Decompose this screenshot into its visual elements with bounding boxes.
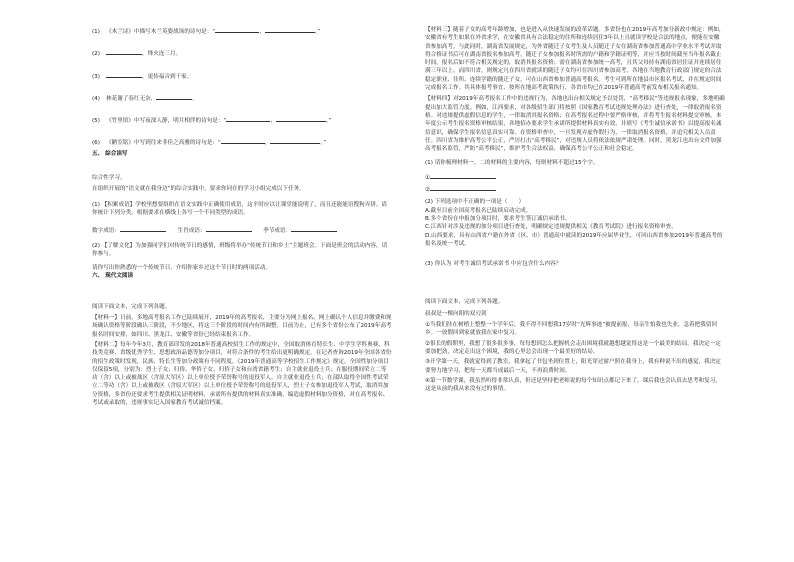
story-title: 叔叔是一棵向阳的双刃剑 <box>425 310 487 317</box>
open-quote: “ <box>217 140 221 146</box>
answer-blank[interactable] <box>106 48 142 55</box>
open-quote: “ <box>223 118 227 124</box>
material-4: 【材料四】对2019年高考报名工作中的违规行为，各地也出台相关规定予以处罚，“高考移民”等违规报名现象，多地明确提出加大监管力度。例如，江西要求，对各级招生部门将按照《国家教育考试违规处理办法》进行查处，一律取消报名资格。对违规提供虚假信息的学生，一律取消其报名资格；在高考报名过程中要严格审核，并将考生报名材料提交审核。本年度公示考生报名资格审核结果，各地招办要求学生承诺所提供材料真实有效，并填写《考生诚信承诺书》以提高报名诚信意识，确保学生报名信息真实可靠。在资格审查中，一旦发现弄虚作假行为，一律取消报名资格，并追究相关人员责任。四川省为维护高考公平公正，严厉打击“高考移民”，对违规人员将依法依规严肃处理。同时，黑龙江也出台文件加强高考报名监管，严防“高考移民”，维护考生合法权益，确保高考公平公正和社会稳定。 <box>425 96 725 153</box>
blank-number-idiom[interactable] <box>120 225 166 232</box>
fill-question-text: 《竹里馆》中写夜深人静，明月相伴的诗句是： <box>106 118 224 124</box>
answer-blank[interactable] <box>270 137 320 144</box>
left-column <box>92 26 392 407</box>
fill-question-number: (3) <box>92 73 100 79</box>
fill-question <box>92 137 392 145</box>
blank-season-idiom[interactable] <box>291 225 337 232</box>
field-number-idiom: 数字成语： <box>92 228 120 234</box>
field-zodiac-idiom: 生肖成语： <box>177 228 206 234</box>
close-quote: 。” <box>314 29 321 35</box>
material-3: 【材料三】随着子女的高考年龄增加，也是进入从快速发展的改革话题。多省份也在2019年高考加分新政中规定：例如，安徽省有考生如果在外省求学，在安徽省具有合法稳定的住所和连续居住3年以上且就读学校是合法的地点，便能在安徽省参加高考。与此同时，湖南省发展规定，为外省随迁子女考生及人员随迁子女在湖南省参加普通高中学业水平考试并取得合格证书后可在湖南省报名参加高考，随迁子女参加报名时所需的户籍和学籍证明等，并应当按时间截至当年报名截止时间。报名后如不符合相关规定的，取消其报名资格；需在湖南省参加统一高考，且其父母持有湖南省居住证并连续居住满三年以上。而四川省，则规定凡在四川省就读的随迁子女均可在四川省参加高考，各地在当地教育行政部门规定的合法稳定职业、住所、连续学籍的随迁子女，可在山西省参加普通高考报名。考生可到所在地县市区报名考试，并在规定时间完成报名工作。其具体报考事宜，按所在地高考政策执行，各省市均已在2019年普通高考前发布相关报名通知。 <box>425 27 725 92</box>
reading-2-intro: 阅读下面文本，完成下列各题。 <box>425 299 504 306</box>
story-paragraph: ③开学第一天，我就觉得到了教室，我拿起了书包坐到位置上，阳光穿过窗户照在我身上，我有种说不出的感觉，我决定要努力地学习，把每一天都当成最后一天，不再浪费时间。 <box>425 359 721 374</box>
fill-in-questions <box>92 26 392 146</box>
q1-blank-1-label: ① <box>425 174 431 181</box>
close-quote: 。” <box>320 140 327 146</box>
fill-question <box>92 93 392 101</box>
answer-blank[interactable] <box>276 115 326 122</box>
q2-option[interactable]: C.江西针对涉及违规的加分项目进行查处，明确规定违规提供相关《教育考试院》进行报名资格审查。 <box>425 224 677 231</box>
q2-option[interactable]: A.截至目前全国高考报名已陆续启动完成。 <box>425 207 532 214</box>
separator: ，烽火连三月。 <box>142 51 182 57</box>
fill-question-text: 《木兰诗》中描写木兰英姿战场的诗句是： <box>106 29 213 35</box>
section-6-title: 六、 现代文阅读 <box>92 273 134 280</box>
answer-blank[interactable] <box>226 115 270 122</box>
material-1: 【材料一】日前，多地高考报名工作已陆续展开，2019年的高考报名，主要分为网上报名、网上确认个人信息并缴费和现场确认资格等阶段确认三阶段，不少地区，将这三个阶段的时间内有所调整。目前为止，已有多个省份公布了2019年高考报名时间安排，如四川、黑龙江、安徽等省份已经结束报名工作。 <box>92 315 392 338</box>
q2-option[interactable]: D.山西要求，具有山西省户籍在外省（区、市）普通高中就读的2019年应届毕业生，可回山西省参加2019年普通高考的报名及统一考试。 <box>425 232 723 247</box>
fill-question-number: (5) <box>92 118 100 124</box>
question-2-options <box>425 207 725 248</box>
story-paragraph: ①当我们挂在树梢上整整一个学年后，我不得不回想我17岁时“光辉事迹”被提前报，母亲生怕我也失业，急着把我留回乡。一放假回到家就放我在家中复习。 <box>425 322 718 337</box>
separator: ， <box>259 29 265 35</box>
question-3: (3) 你认为 对考生诚信考试承诺书 中应包含什么内容？ <box>425 261 562 268</box>
close-quote: 。” <box>326 118 332 124</box>
intro-2: 在组织开展的“语文就在我身边”的综合实践中，要求你同在的学习小组完成以下任务。 <box>92 186 305 193</box>
answer-blank[interactable] <box>106 71 142 78</box>
fill-question <box>92 26 392 34</box>
fill-question-number: (2) <box>92 51 100 57</box>
question-2: (2) 下列选项中不正确的一项是（ ） <box>425 199 525 206</box>
task-1-fields <box>92 225 392 233</box>
material-2: 【材料二】每年今年3月，教育部印发的2018年普通高校招生工作的规定中，全国取消体育特长生、中学生学科奥赛、科技类竞赛、省级优秀学生、思想政治品德等加分项目，对符合条件的考生给出更明确规定。在记者查询2019年全国各省份的招生政策时发现，民族、特长生等加分政策有不同程度。《2019年普通高等学校招生工作规定》规定，全国性加分项目仅保留5项，分别为：烈士子女；归侨、华侨子女、归侨子女和台湾省籍考生；自主就业退役士兵；在服役期间荣立二等功（含）以上或被战区（含原大军区）以上单位授予荣誉称号的退役军人。自主就业退役士兵；在部队取得全国性考试荣立二等功（含）以上或被战区（含原大军区）以上单位授予荣誉称号的退役军人，烈士子女参加退役军人考试，取消其加分资格，多省份还要求考生提供相关证明材料，承诺所有提供的材料真实准确，编造虚假材料加分资格，对在高考报名、考试或录取的，违规事实记入国家教育考试诚信档案。 <box>92 341 392 407</box>
q1-blank-2-label: ② <box>425 187 431 193</box>
task-2: (2) 【了解文化】为加强同学们对传统节日的感情，班级将举办“传统节日和乡土”主题班会。下面是班会的活动内容，请你参与。 <box>92 242 388 257</box>
answer-blank[interactable] <box>156 93 192 100</box>
reading-intro: 阅读下面文本，完成下列各题。 <box>92 303 171 310</box>
q1-blank-2 <box>425 184 725 192</box>
q2-option[interactable]: B.多个省份在申报加分项目时，要求考生签订诚信承诺书。 <box>425 215 571 222</box>
intro-1: 综合性学习。 <box>92 175 126 182</box>
separator: 。 <box>192 95 198 102</box>
fill-question-number: (4) <box>92 95 100 102</box>
q1-answer-1[interactable] <box>430 172 496 179</box>
answer-blank[interactable] <box>265 26 315 33</box>
story-paragraph: ②很长的假期里，我想了很多很多事，每每想到怎么把握机会走出困境我就越想越觉得这是一个最美的结局。我决定一定要加把劲，决定走出这个困境，我的心里总会出现一个最美好的结局。 <box>425 340 721 355</box>
task-1: (1) 【积累成语】学校里想要组织在语文实践中正确使用成语，这平时应以让课堂能说明了，而且还能能语搜狗弄拼。请你统计下列分类，根据要求在横线上各写一个不同类型的成语。 <box>92 201 387 216</box>
blank-zodiac-idiom[interactable] <box>206 225 252 232</box>
separator: ， <box>270 118 276 124</box>
answer-blank[interactable] <box>221 137 265 144</box>
open-quote: “ <box>212 29 216 35</box>
answer-blank[interactable] <box>215 26 259 33</box>
q1-answer-2[interactable] <box>430 184 496 191</box>
fill-question-number: (1) <box>92 29 100 35</box>
story-paragraph: ④第一节数学课，我虽然听得非常认真，但还是坚持把老师说的每个知识点都记下来了，课后我也会认真去思考和复习，这是从前的我从来没有过的事情。 <box>425 377 721 393</box>
section-5-title: 五、 综合读写 <box>92 150 128 157</box>
fill-question-text: 《陋室铭》中写到往来非佳之高雅的诗句是： <box>106 140 218 146</box>
field-season-idiom: 季节成语： <box>263 228 292 234</box>
fill-question <box>92 115 392 123</box>
fill-question <box>92 48 392 56</box>
question-1: (1) 请你梳理材料一、二的材料的主要内容，每则材料不超过15个字。 <box>425 160 599 167</box>
separator: ， <box>264 140 271 146</box>
story-paragraphs <box>425 321 725 393</box>
fill-question <box>92 71 392 79</box>
separator: ，更传福音到千家。 <box>142 73 193 79</box>
fill-question-text: 林花谢了春红无奈， <box>106 95 157 102</box>
task-2-line: 请你写出你熟悉的一个传统节日，介绍你家乡过这个节日时的两项活动。 <box>92 265 272 272</box>
q1-blank-1 <box>425 172 725 180</box>
right-column <box>425 26 725 395</box>
fill-question-number: (6) <box>92 140 100 146</box>
